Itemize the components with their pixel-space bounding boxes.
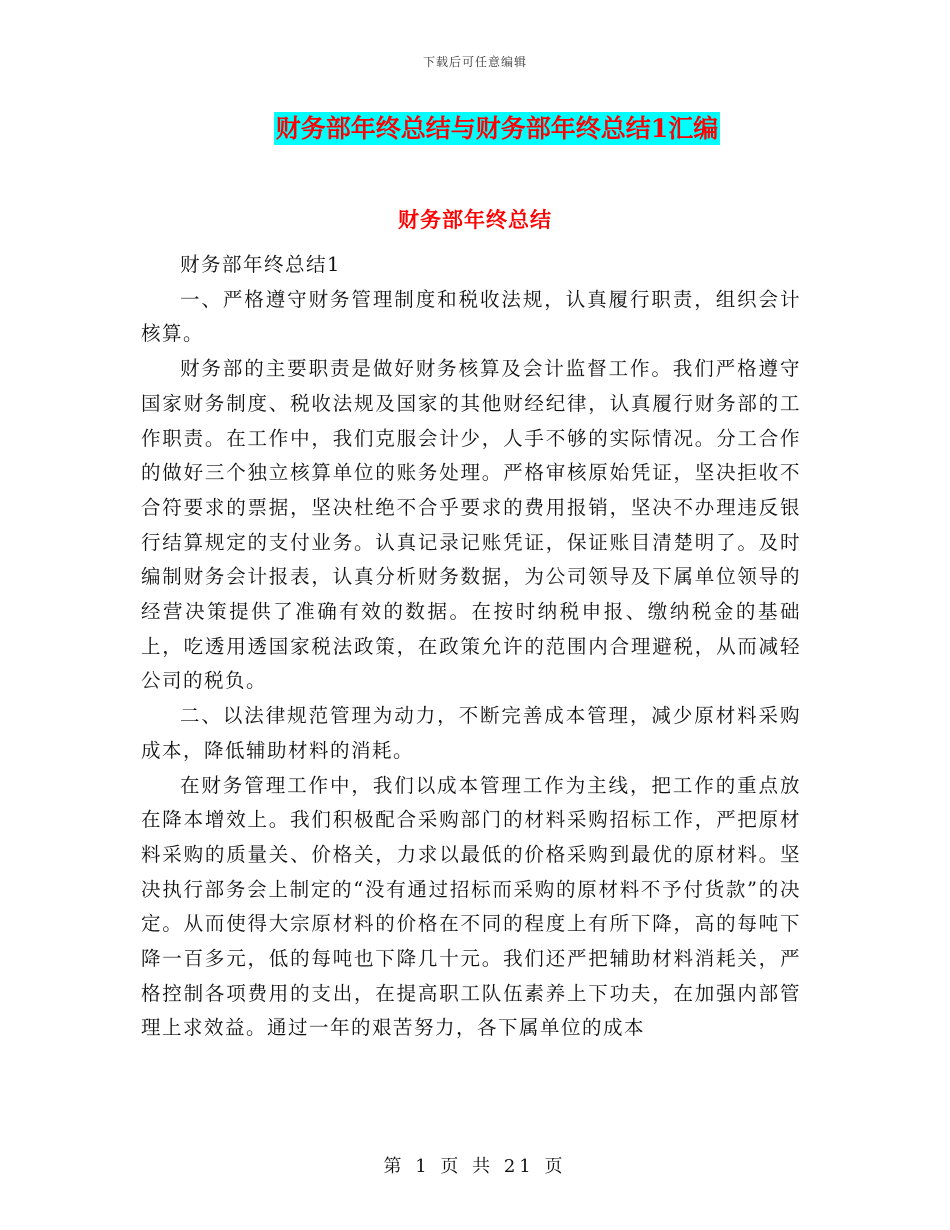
paragraph-subtitle: 财务部年终总结1	[180, 253, 341, 276]
body-text	[141, 248, 801, 1046]
paragraph-heading-1: 一、严格遵守财务管理制度和税收法规，认真履行职责，组织会计核算。	[141, 287, 801, 346]
main-title: 财务部年终总结与财务部年终总结1汇编	[275, 114, 719, 143]
section-title: 财务部年终总结	[398, 207, 552, 232]
paragraph-body-1: 财务部的主要职责是做好财务核算及会计监督工作。我们严格遵守国家财务制度、税收法规及国家的其他财经纪律，认真履行财务部的工作职责。在工作中，我们克服会计少，人手不够的实际情况。分工合作的做好三个独立核算单位的账务处理。严格审核原始凭证，坚决拒收不合符要求的票据，坚决杜绝不合乎要求的费用报销，坚决不办理违反银行结算规定的支付业务。认真记录记账凭证，保证账目清楚明了。及时编制财务会计报表，认真分析财务数据，为公司领导及下属单位领导的经营决策提供了准确有效的数据。在按时纳税申报、缴纳税金的基础上，吃透用透国家税法政策，在政策允许的范围内合理避税，从而减轻公司的税负。	[141, 357, 801, 693]
paragraph-body-2: 在财务管理工作中，我们以成本管理工作为主线，把工作的重点放在降本增效上。我们积极配合采购部门的材料采购招标工作，严把原材料采购的质量关、价格关，力求以最低的价格采购到最优的原材料。坚决执行部务会上制定的“没有通过招标而采购的原材料不予付货款”的决定。从而使得大宗原材料的价格在不同的程度上有所下降，高的每吨下降一百多元，低的每吨也下降几十元。我们还严把辅助材料消耗关，严格控制各项费用的支出，在提高职工队伍素养上下功夫，在加强内部管理上求效益。通过一年的艰苦努力，各下属单位的成本	[141, 773, 801, 1040]
page-indicator: 第 1 页 共 21 页	[383, 1156, 567, 1177]
main-title-container	[0, 112, 950, 145]
paragraph-heading-2: 二、以法律规范管理为动力，不断完善成本管理，减少原材料采购成本，降低辅助材料的消耗。	[141, 704, 801, 762]
header-note: 下载后可任意编辑	[422, 55, 527, 69]
